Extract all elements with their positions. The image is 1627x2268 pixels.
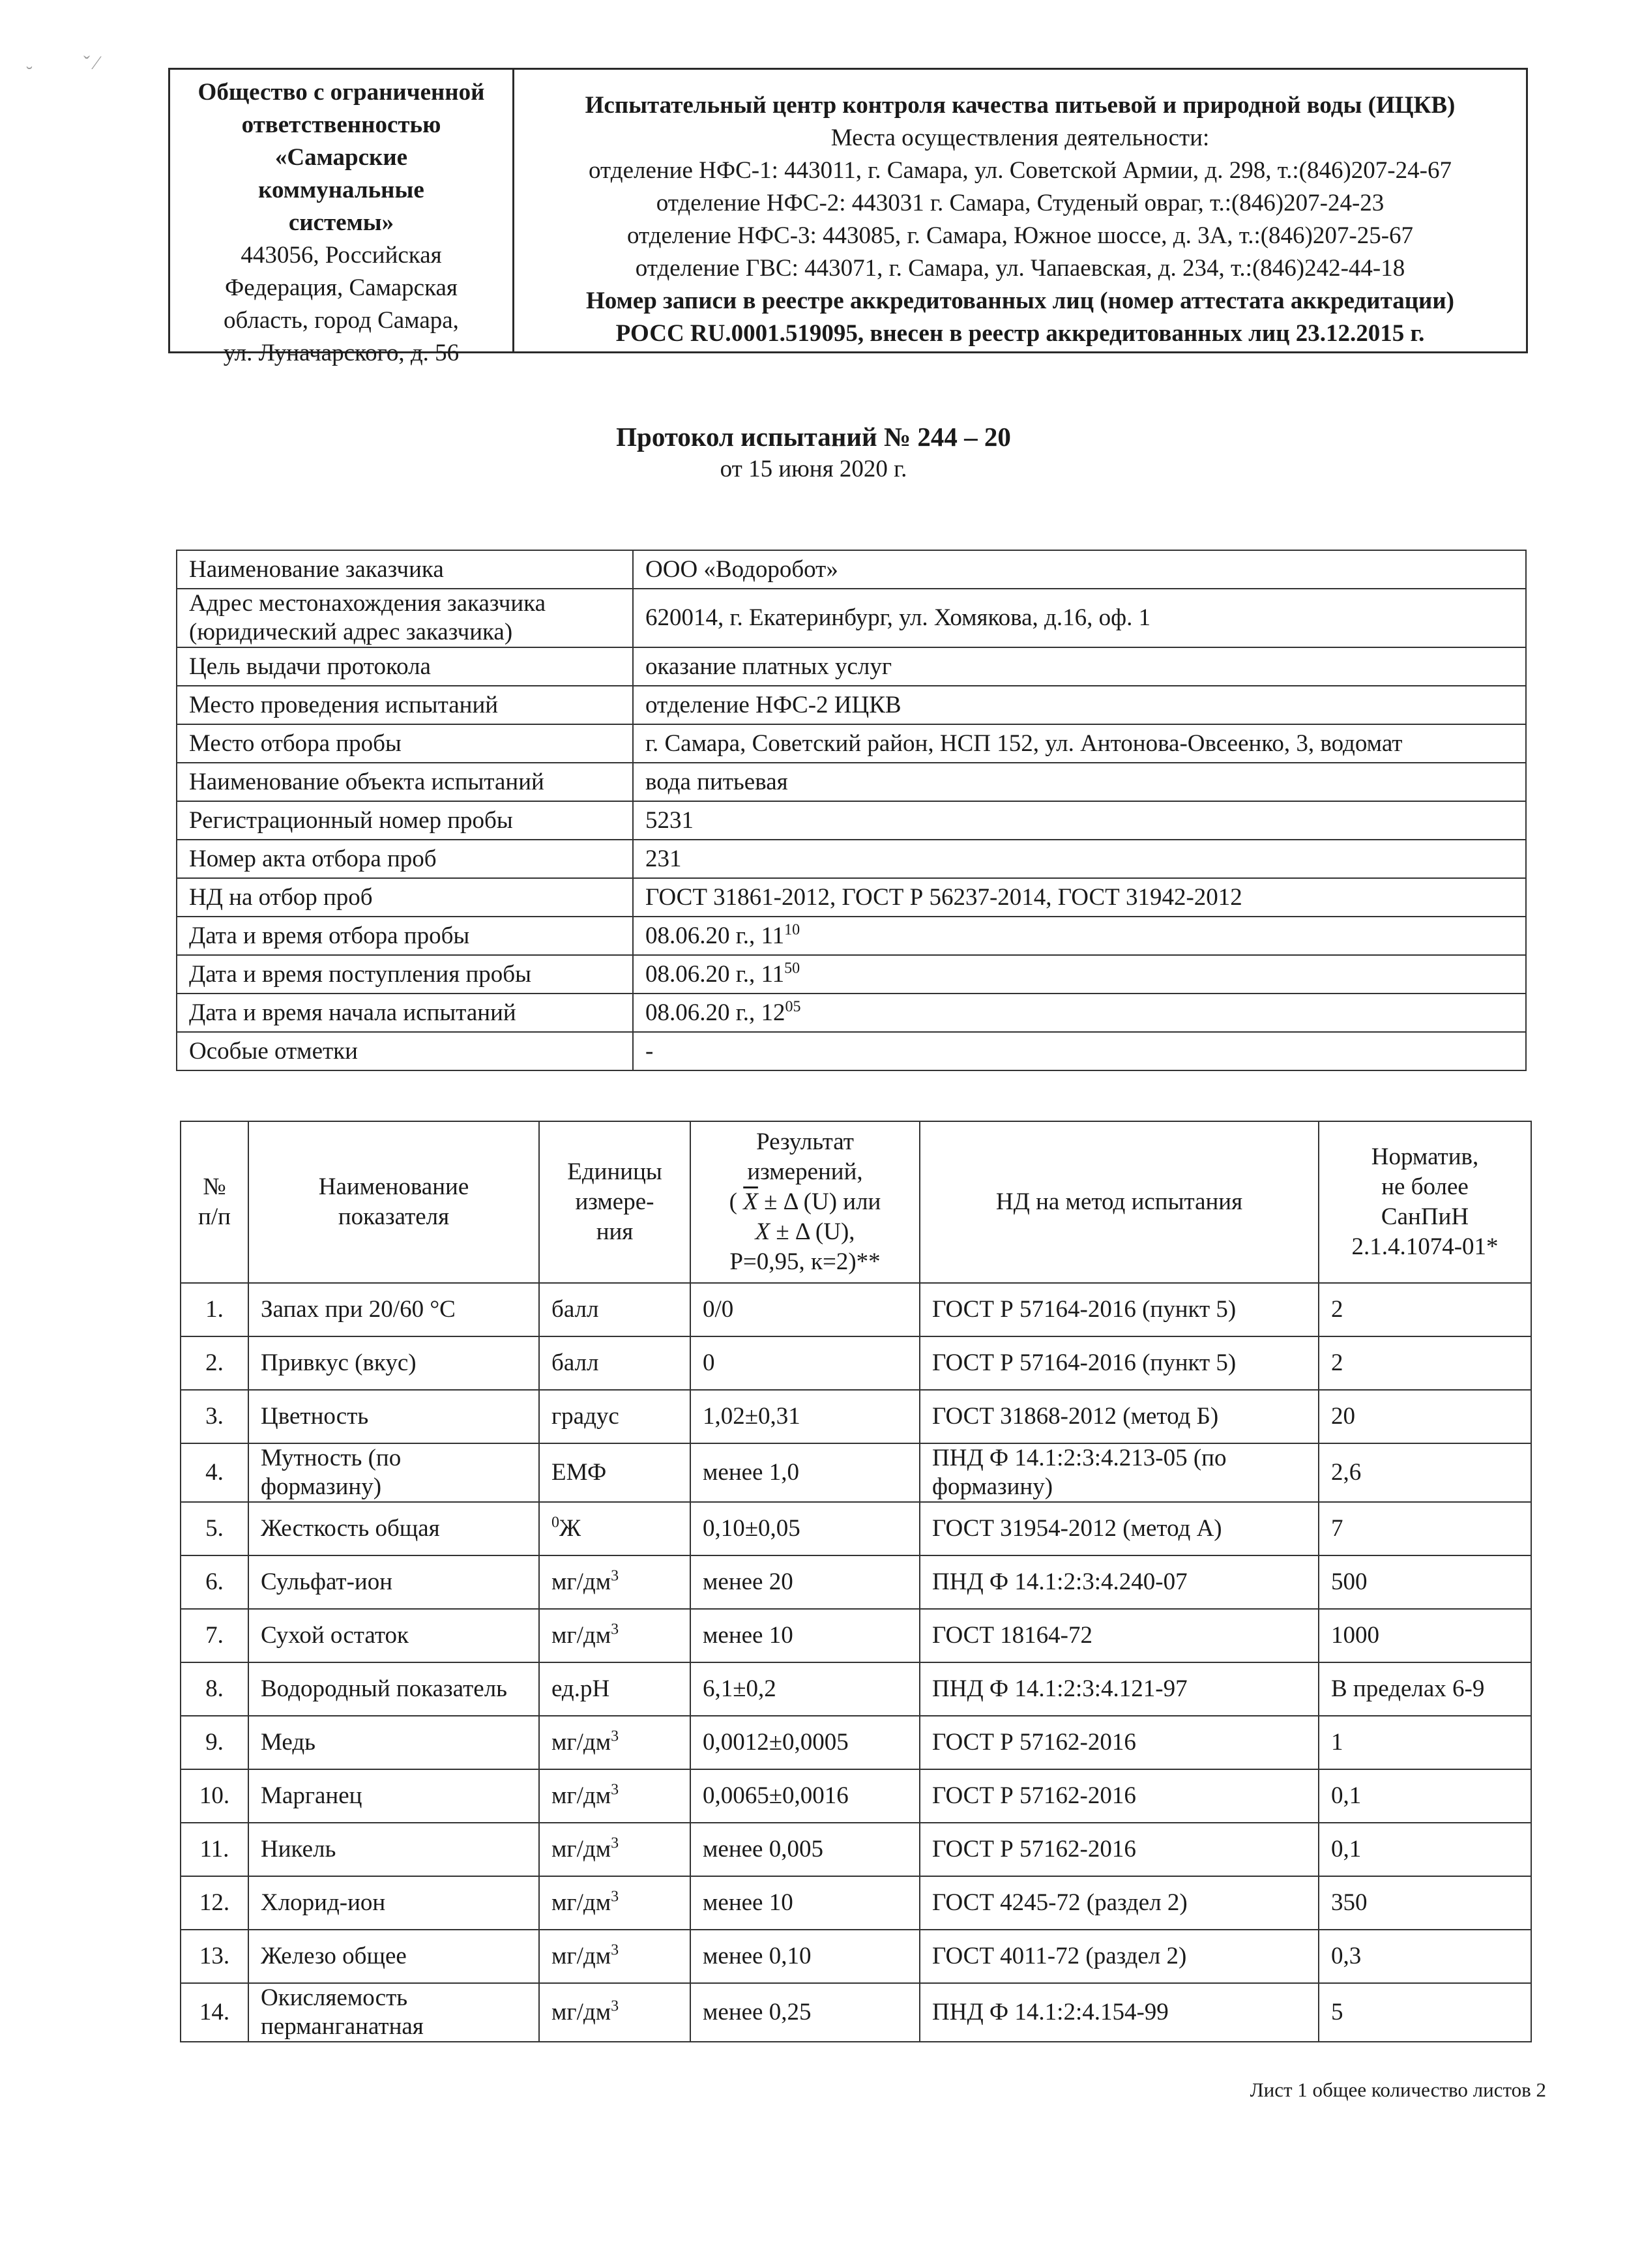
info-row: [177, 994, 1526, 1032]
row-norm: 0,1: [1319, 1769, 1531, 1823]
info-label: Дата и время поступления пробы: [177, 955, 633, 994]
header-block: [168, 68, 1528, 366]
row-result: менее 0,005: [690, 1823, 920, 1876]
info-row: [177, 647, 1526, 686]
info-value: отделение НФС-2 ИЦКВ: [633, 686, 1526, 724]
row-name: Железо общее: [248, 1930, 539, 1983]
row-result: 1,02±0,31: [690, 1390, 920, 1443]
info-label: Особые отметки: [177, 1032, 633, 1070]
organization-address-line: ул. Луначарского, д. 56: [223, 340, 460, 366]
row-result: менее 10: [690, 1609, 920, 1662]
branch-line: отделение НФС-3: 443085, г. Самара, Южное шоссе, д. 3А, т.:(846)207-25-67: [626, 222, 1414, 249]
info-row: [177, 686, 1526, 724]
row-unit: ед.рН: [539, 1662, 690, 1716]
info-value: вода питьевая: [633, 763, 1526, 801]
info-value: оказание платных услуг: [633, 647, 1526, 686]
row-name: Запах при 20/60 °С: [248, 1283, 539, 1336]
row-result: 0,0065±0,0016: [690, 1769, 920, 1823]
row-norm: 2: [1319, 1336, 1531, 1390]
row-num: 14.: [181, 1983, 248, 2042]
row-unit: $^0$Ж: [539, 1502, 690, 1555]
info-label: Адрес местонахождения заказчика (юридический адрес заказчика): [177, 589, 633, 647]
row-method: ПНД Ф 14.1:2:3:4.213-05 (по формазину): [920, 1443, 1319, 1502]
row-method: ПНД Ф 14.1:2:3:4.121-97: [920, 1662, 1319, 1716]
row-unit: $мг/дм^3$: [539, 1876, 690, 1930]
row-norm: 2,6: [1319, 1443, 1531, 1502]
organization-block: [170, 70, 514, 366]
row-result: менее 0,10: [690, 1930, 920, 1983]
page-footer: Лист 1 общее количество листов 2: [1250, 2078, 1546, 2101]
info-row: [177, 840, 1526, 878]
row-norm: 350: [1319, 1876, 1531, 1930]
organization-name-line: ответственностью: [241, 111, 441, 138]
header-unit: Единицы измере- ния: [539, 1121, 690, 1283]
branch-line: отделение НФС-1: 443011, г. Самара, ул. Советской Армии, д. 298, т.:(846)207-24-67: [589, 157, 1452, 184]
row-norm: 20: [1319, 1390, 1531, 1443]
organization-name-line: коммунальные: [258, 177, 424, 203]
row-norm: 7: [1319, 1502, 1531, 1555]
customer-info-table: [176, 550, 1527, 1071]
table-row: [181, 1716, 1531, 1769]
info-label: Цель выдачи протокола: [177, 647, 633, 686]
row-name: Водородный показатель: [248, 1662, 539, 1716]
organization-address-line: 443056, Российская: [241, 242, 442, 269]
row-name: Окисляемость перманганатная: [248, 1983, 539, 2042]
info-row: [177, 1032, 1526, 1070]
table-row: [181, 1769, 1531, 1823]
row-unit: ЕМФ: [539, 1443, 690, 1502]
row-name: Марганец: [248, 1769, 539, 1823]
info-label: Наименование заказчика: [177, 550, 633, 589]
row-method: ГОСТ 31868-2012 (метод Б): [920, 1390, 1319, 1443]
info-value: 08.06.20 г., $11^{50}$: [633, 955, 1526, 994]
info-label: НД на отбор проб: [177, 878, 633, 917]
info-row: [177, 550, 1526, 589]
info-value: 08.06.20 г., $12^{05}$: [633, 994, 1526, 1032]
organization-name-line: системы»: [288, 209, 394, 236]
row-unit: $мг/дм^3$: [539, 1823, 690, 1876]
row-method: ГОСТ 18164-72: [920, 1609, 1319, 1662]
table-row: [181, 1609, 1531, 1662]
info-value: -: [633, 1032, 1526, 1070]
row-result: менее 0,25: [690, 1983, 920, 2042]
info-row: [177, 878, 1526, 917]
table-row: [181, 1390, 1531, 1443]
row-method: ГОСТ Р 57162-2016: [920, 1769, 1319, 1823]
row-unit: $мг/дм^3$: [539, 1769, 690, 1823]
header-num: № п/п: [181, 1121, 248, 1283]
info-value: 620014, г. Екатеринбург, ул. Хомякова, д.16, оф. 1: [633, 589, 1526, 647]
row-result: менее 20: [690, 1555, 920, 1609]
row-norm: В пределах 6-9: [1319, 1662, 1531, 1716]
row-method: ГОСТ Р 57162-2016: [920, 1716, 1319, 1769]
row-num: 7.: [181, 1609, 248, 1662]
row-method: ПНД Ф 14.1:2:3:4.240-07: [920, 1555, 1319, 1609]
row-unit: $мг/дм^3$: [539, 1983, 690, 2042]
row-result: 0,10±0,05: [690, 1502, 920, 1555]
row-num: 11.: [181, 1823, 248, 1876]
info-value: ООО «Водоробот»: [633, 550, 1526, 589]
row-unit: $мг/дм^3$: [539, 1930, 690, 1983]
row-method: ГОСТ 31954-2012 (метод А): [920, 1502, 1319, 1555]
row-num: 10.: [181, 1769, 248, 1823]
header-result: Результат измерений, ( $\overline{X} \pm \Delta$ (U) или X ± Δ (U), Р=0,95, к=2)**: [690, 1121, 920, 1283]
table-row: [181, 1662, 1531, 1716]
row-name: Сульфат-ион: [248, 1555, 539, 1609]
organization-address: [170, 239, 512, 370]
info-row: [177, 589, 1526, 647]
row-num: 4.: [181, 1443, 248, 1502]
row-num: 6.: [181, 1555, 248, 1609]
info-label: Регистрационный номер пробы: [177, 801, 633, 840]
row-num: 12.: [181, 1876, 248, 1930]
table-row: [181, 1502, 1531, 1555]
table-row: [181, 1283, 1531, 1336]
row-norm: 1000: [1319, 1609, 1531, 1662]
info-value: 5231: [633, 801, 1526, 840]
table-row: [181, 1983, 1531, 2042]
row-result: 0/0: [690, 1283, 920, 1336]
info-value: 231: [633, 840, 1526, 878]
info-label: Номер акта отбора проб: [177, 840, 633, 878]
row-num: 3.: [181, 1390, 248, 1443]
organization-name-line: Общество с ограниченной: [198, 79, 485, 106]
info-label: Место проведения испытаний: [177, 686, 633, 724]
info-label: Дата и время отбора пробы: [177, 917, 633, 955]
scan-mark: ˇ ⁄: [83, 52, 98, 74]
branch-line: отделение ГВС: 443071, г. Самара, ул. Чапаевская, д. 234, т.:(846)242-44-18: [635, 255, 1405, 282]
row-unit: градус: [539, 1390, 690, 1443]
row-method: ГОСТ Р 57164-2016 (пункт 5): [920, 1283, 1319, 1336]
row-result: 0,0012±0,0005: [690, 1716, 920, 1769]
row-unit: балл: [539, 1336, 690, 1390]
table-row: [181, 1930, 1531, 1983]
protocol-date: от 15 июня 2020 г.: [720, 456, 907, 482]
row-norm: 1: [1319, 1716, 1531, 1769]
row-norm: 5: [1319, 1983, 1531, 2042]
header-norm: Норматив, не более СанПиН 2.1.4.1074-01*: [1319, 1121, 1531, 1283]
info-value: 08.06.20 г., $11^{10}$: [633, 917, 1526, 955]
row-num: 1.: [181, 1283, 248, 1336]
row-norm: 0,1: [1319, 1823, 1531, 1876]
info-value: ГОСТ 31861-2012, ГОСТ Р 56237-2014, ГОСТ 31942-2012: [633, 878, 1526, 917]
row-num: 5.: [181, 1502, 248, 1555]
row-method: ГОСТ 4245-72 (раздел 2): [920, 1876, 1319, 1930]
row-result: менее 1,0: [690, 1443, 920, 1502]
organization-name-line: «Самарские: [274, 144, 408, 171]
row-name: Цветность: [248, 1390, 539, 1443]
registry-line: РОСС RU.0001.519095, внесен в реестр аккредитованных лиц 23.12.2015 г.: [615, 320, 1425, 347]
row-result: 0: [690, 1336, 920, 1390]
info-row: [177, 724, 1526, 763]
info-label: Место отбора пробы: [177, 724, 633, 763]
info-row: [177, 955, 1526, 994]
row-name: Хлорид-ион: [248, 1876, 539, 1930]
info-value: г. Самара, Советский район, НСП 152, ул. Антонова-Овсеенко, 3, водомат: [633, 724, 1526, 763]
row-unit: $мг/дм^3$: [539, 1716, 690, 1769]
table-row: [181, 1555, 1531, 1609]
results-table: [180, 1121, 1532, 2042]
row-name: Никель: [248, 1823, 539, 1876]
table-row: [181, 1823, 1531, 1876]
info-row: [177, 763, 1526, 801]
scan-mark: ˘: [26, 63, 33, 84]
info-row: [177, 917, 1526, 955]
header-method: НД на метод испытания: [920, 1121, 1319, 1283]
laboratory-title: Испытательный центр контроля качества питьевой и природной воды (ИЦКВ): [585, 92, 1456, 119]
registry-line: Номер записи в реестре аккредитованных лиц (номер аттестата аккредитации): [586, 287, 1454, 314]
table-row: [181, 1443, 1531, 1502]
row-method: ГОСТ Р 57164-2016 (пункт 5): [920, 1336, 1319, 1390]
row-num: 8.: [181, 1662, 248, 1716]
organization-name: [170, 76, 512, 239]
row-name: Жесткость общая: [248, 1502, 539, 1555]
row-name: Привкус (вкус): [248, 1336, 539, 1390]
branch-line: отделение НФС-2: 443031 г. Самара, Студеный овраг, т.:(846)207-24-23: [656, 190, 1385, 216]
organization-address-line: область, город Самара,: [224, 307, 459, 334]
row-result: 6,1±0,2: [690, 1662, 920, 1716]
row-name: Мутность (по формазину): [248, 1443, 539, 1502]
row-num: 9.: [181, 1716, 248, 1769]
header-name: Наименование показателя: [248, 1121, 539, 1283]
row-unit: балл: [539, 1283, 690, 1336]
organization-address-line: Федерация, Самарская: [225, 274, 458, 301]
row-name: Сухой остаток: [248, 1609, 539, 1662]
row-norm: 500: [1319, 1555, 1531, 1609]
row-result: менее 10: [690, 1876, 920, 1930]
table-row: [181, 1876, 1531, 1930]
info-label: Дата и время начала испытаний: [177, 994, 633, 1032]
row-norm: 0,3: [1319, 1930, 1531, 1983]
row-unit: $мг/дм^3$: [539, 1555, 690, 1609]
row-method: ГОСТ Р 57162-2016: [920, 1823, 1319, 1876]
row-num: 13.: [181, 1930, 248, 1983]
places-label: Места осуществления деятельности:: [830, 125, 1210, 151]
row-norm: 2: [1319, 1283, 1531, 1336]
row-unit: $мг/дм^3$: [539, 1609, 690, 1662]
info-row: [177, 801, 1526, 840]
protocol-title: Протокол испытаний № 244 – 20: [616, 422, 1011, 452]
table-row: [181, 1336, 1531, 1390]
row-method: ПНД Ф 14.1:2:4.154-99: [920, 1983, 1319, 2042]
row-num: 2.: [181, 1336, 248, 1390]
info-label: Наименование объекта испытаний: [177, 763, 633, 801]
row-name: Медь: [248, 1716, 539, 1769]
laboratory-block: [514, 70, 1526, 351]
row-method: ГОСТ 4011-72 (раздел 2): [920, 1930, 1319, 1983]
